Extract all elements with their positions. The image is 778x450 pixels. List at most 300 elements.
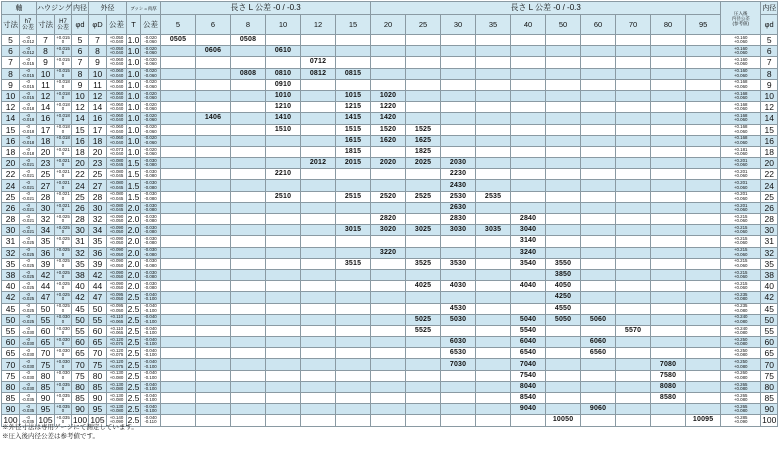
housing-tolerance-lower: 0 (61, 83, 65, 89)
length-header-right: 長さ L 公差 -0 / -0.3 (371, 2, 721, 15)
empty-cell (581, 247, 616, 258)
part-code-cell: 3515 (336, 258, 371, 269)
shaft-size: 85 (2, 393, 20, 404)
part-code-cell: 2830 (441, 214, 476, 225)
length-header-15: 15 (336, 15, 371, 35)
table-row (2, 258, 778, 269)
thickness: 1.5 (127, 180, 140, 191)
shaft-tolerance-lower: -0.015 (21, 61, 35, 67)
part-code-cell: 2430 (441, 180, 476, 191)
table-row (2, 191, 778, 202)
housing-tolerance-lower: 0 (61, 72, 65, 78)
empty-cell (546, 180, 581, 191)
housing-tolerance (55, 35, 72, 46)
empty-cell (231, 247, 266, 258)
inner-diameter-right: 85 (761, 393, 778, 404)
thickness: 2.0 (127, 258, 140, 269)
outer-diameter: 25 (89, 169, 107, 180)
T-tol-header: 公差 (141, 15, 161, 35)
outer-tolerance (107, 169, 127, 180)
housing-size: 25 (37, 169, 55, 180)
empty-cell (406, 393, 441, 404)
outer-tolerance (107, 325, 127, 336)
thickness-tolerance (141, 35, 161, 46)
part-code-cell: 7080 (651, 359, 686, 370)
empty-cell (231, 202, 266, 213)
empty-cell (231, 169, 266, 180)
empty-cell (196, 404, 231, 415)
housing-size: 60 (37, 325, 55, 336)
part-code-cell: 0508 (231, 35, 266, 46)
empty-cell (476, 348, 511, 359)
thickness-tolerance-upper: -0.030 (144, 191, 157, 197)
outer-tolerance-lower: +0.050 (109, 229, 124, 235)
empty-cell (651, 292, 686, 303)
empty-cell (476, 370, 511, 381)
outer-tolerance-upper: +0.050 (109, 34, 124, 40)
empty-cell (441, 247, 476, 258)
part-code-cell: 0810 (266, 68, 301, 79)
shaft-tolerance (20, 191, 37, 202)
housing-tolerance-upper: +0.015 (56, 68, 70, 74)
shaft-tolerance-upper: -0 (26, 57, 30, 63)
inner-diameter: 85 (72, 393, 89, 404)
outer-tolerance (107, 258, 127, 269)
empty-cell (686, 202, 721, 213)
phi-d-right-header: φd (761, 15, 778, 35)
shaft-size: 12 (2, 102, 20, 113)
outer-tolerance-lower: +0.080 (109, 385, 124, 391)
part-code-cell: 3850 (546, 269, 581, 280)
outer-tolerance-lower: +0.040 (109, 95, 124, 101)
after-press-fit-tolerance (721, 46, 761, 57)
thickness: 2.5 (127, 393, 140, 404)
empty-cell (231, 214, 266, 225)
thickness: 2.0 (127, 247, 140, 258)
shaft-size: 16 (2, 135, 20, 146)
after-press-fit-tolerance-lower: +0.080 (733, 341, 748, 347)
empty-cell (301, 46, 336, 57)
housing-tolerance-lower: 0 (61, 251, 65, 257)
shaft-tolerance-upper: -0 (26, 202, 30, 208)
thickness: 2.0 (127, 236, 140, 247)
housing-tolerance (55, 269, 72, 280)
outer-diameter: 85 (89, 381, 107, 392)
thickness-tolerance-upper: -0.040 (144, 314, 157, 320)
after-press-fit-tolerance-upper: +0.201 (733, 168, 748, 174)
part-code-cell: 3530 (441, 258, 476, 269)
outer-tolerance-upper: +0.060 (109, 135, 124, 141)
housing-tolerance (55, 337, 72, 348)
empty-cell (231, 292, 266, 303)
outer-tolerance (107, 102, 127, 113)
empty-cell (161, 202, 196, 213)
outer-tolerance-upper: +0.060 (109, 113, 124, 118)
after-press-fit-tolerance (721, 269, 761, 280)
outer-tolerance (107, 214, 127, 225)
after-press-fit-tolerance-upper: +0.201 (733, 157, 748, 163)
thickness-tolerance-lower: -0.080 (144, 229, 157, 235)
thickness-tolerance-upper: -0.020 (144, 45, 157, 51)
housing-size-header: 寸法 (37, 15, 55, 35)
part-code-cell: 1210 (266, 102, 301, 113)
empty-cell (686, 79, 721, 90)
thickness-tolerance (141, 158, 161, 169)
shaft-tolerance (20, 214, 37, 225)
empty-cell (161, 269, 196, 280)
housing-tolerance (55, 247, 72, 258)
after-press-fit-tolerance-lower: +0.080 (733, 374, 748, 380)
part-code-cell: 1615 (336, 135, 371, 146)
after-press-fit-tolerance (721, 393, 761, 404)
outer-diameter: 50 (89, 303, 107, 314)
housing-tolerance (55, 236, 72, 247)
shaft-tolerance-upper: -0 (26, 168, 30, 174)
after-press-fit-tolerance-upper: +0.265 (733, 381, 748, 387)
thickness: 1.5 (127, 158, 140, 169)
thickness-tolerance (141, 79, 161, 90)
empty-cell (336, 415, 371, 426)
empty-cell (301, 359, 336, 370)
inner-diameter-right: 65 (761, 348, 778, 359)
part-code-cell: 2210 (266, 169, 301, 180)
housing-tolerance-lower: 0 (61, 408, 65, 414)
outer-tolerance-lower: +0.050 (109, 274, 124, 280)
part-code-cell: 10050 (546, 415, 581, 426)
empty-cell (686, 269, 721, 280)
empty-cell (651, 415, 686, 426)
shaft-tolerance-upper: -0 (26, 280, 30, 286)
after-press-fit-tolerance (721, 135, 761, 146)
empty-cell (196, 135, 231, 146)
thickness-tolerance (141, 68, 161, 79)
after-press-fit-label-3: (参考値) (732, 20, 749, 26)
empty-cell (266, 146, 301, 157)
length-header-left: 長さ L 公差 -0 / -0.3 (161, 2, 371, 15)
empty-cell (266, 269, 301, 280)
shaft-size: 15 (2, 124, 20, 135)
empty-cell (686, 225, 721, 236)
empty-cell (476, 102, 511, 113)
empty-cell (406, 359, 441, 370)
T-header: T (127, 15, 141, 35)
shaft-tolerance (20, 325, 37, 336)
outer-diameter: 8 (89, 46, 107, 57)
housing-tolerance-upper: +0.018 (56, 79, 70, 85)
empty-cell (301, 348, 336, 359)
thickness-tolerance-upper: -0.030 (144, 258, 157, 264)
length-header-40: 40 (511, 15, 546, 35)
empty-cell (441, 90, 476, 101)
empty-cell (301, 269, 336, 280)
part-code-cell: 4025 (406, 281, 441, 292)
inner-diameter: 15 (72, 124, 89, 135)
empty-cell (231, 314, 266, 325)
after-press-fit-tolerance (721, 146, 761, 157)
outer-tolerance (107, 135, 127, 146)
empty-cell (161, 180, 196, 191)
housing-tolerance-lower: 0 (61, 106, 65, 112)
shaft-tolerance-lower: -0.035 (21, 419, 35, 425)
shaft-size: 6 (2, 46, 20, 57)
shaft-tolerance (20, 393, 37, 404)
empty-cell (546, 247, 581, 258)
empty-cell (581, 359, 616, 370)
empty-cell (301, 314, 336, 325)
shaft-tolerance (20, 90, 37, 101)
thickness: 1.0 (127, 68, 140, 79)
shaft-tolerance (20, 46, 37, 57)
housing-tolerance (55, 102, 72, 113)
thickness-tolerance-lower: -0.080 (144, 251, 157, 257)
empty-cell (616, 124, 651, 135)
housing-tolerance-upper: +0.025 (56, 258, 70, 264)
after-press-fit-tolerance-upper: +0.250 (733, 359, 748, 365)
inner-diameter-right: 6 (761, 46, 778, 57)
inner-diameter-right: 15 (761, 124, 778, 135)
thickness-tolerance-lower: -0.060 (144, 117, 157, 123)
housing-tolerance (55, 292, 72, 303)
empty-cell (371, 46, 406, 57)
empty-cell (301, 381, 336, 392)
shaft-tolerance-upper: -0 (26, 113, 30, 118)
shaft-tolerance-lower: -0.018 (21, 117, 35, 123)
empty-cell (231, 180, 266, 191)
shaft-tolerance-upper: -0 (26, 258, 30, 264)
shaft-tolerance-lower: -0.015 (21, 95, 35, 101)
empty-cell (651, 90, 686, 101)
outer-tolerance-lower: +0.050 (109, 262, 124, 268)
table-row (2, 214, 778, 225)
shaft-size: 28 (2, 214, 20, 225)
thickness-tolerance (141, 113, 161, 124)
thickness: 1.0 (127, 102, 140, 113)
empty-cell (476, 68, 511, 79)
empty-cell (476, 124, 511, 135)
housing-tolerance-lower: 0 (61, 173, 65, 179)
housing-size: 28 (37, 191, 55, 202)
inner-diameter-right: 28 (761, 214, 778, 225)
part-code-cell: 5025 (406, 314, 441, 325)
shaft-tolerance (20, 292, 37, 303)
after-press-fit-tolerance-lower: +0.080 (733, 329, 748, 335)
part-code-cell: 1020 (371, 90, 406, 101)
housing-size: 30 (37, 202, 55, 213)
outer-tolerance-upper: +0.090 (109, 269, 124, 275)
empty-cell (231, 236, 266, 247)
table-row (2, 393, 778, 404)
thickness: 2.0 (127, 214, 140, 225)
empty-cell (196, 169, 231, 180)
length-header-6: 6 (196, 15, 231, 35)
thickness: 2.5 (127, 337, 140, 348)
empty-cell (686, 236, 721, 247)
thickness-tolerance (141, 169, 161, 180)
shaft-tolerance-upper: -0 (26, 403, 30, 409)
outer-tolerance (107, 68, 127, 79)
empty-cell (406, 415, 441, 426)
empty-cell (161, 214, 196, 225)
thickness: 2.0 (127, 270, 140, 281)
thickness-tolerance-upper: -0.020 (144, 101, 157, 107)
empty-cell (511, 90, 546, 101)
empty-cell (546, 359, 581, 370)
outer-tolerance-lower: +0.040 (109, 72, 124, 78)
empty-cell (336, 169, 371, 180)
empty-cell (196, 325, 231, 336)
empty-cell (266, 337, 301, 348)
after-press-fit-tolerance (721, 158, 761, 169)
thickness-tolerance-upper: -0.040 (144, 292, 157, 297)
table-row (2, 35, 778, 46)
empty-cell (371, 57, 406, 68)
thickness-tolerance-upper: -0.030 (144, 180, 157, 186)
outer-tolerance-lower: +0.045 (109, 184, 124, 190)
empty-cell (161, 113, 196, 124)
part-code-cell: 3030 (441, 225, 476, 236)
empty-cell (231, 359, 266, 370)
empty-cell (476, 57, 511, 68)
empty-cell (686, 158, 721, 169)
empty-cell (651, 325, 686, 336)
table-row (2, 57, 778, 68)
empty-cell (546, 370, 581, 381)
thickness-tolerance-lower: -0.060 (144, 39, 157, 45)
empty-cell (651, 191, 686, 202)
part-code-cell: 0812 (301, 68, 336, 79)
empty-cell (476, 202, 511, 213)
empty-cell (161, 225, 196, 236)
after-press-fit-label-2: 内径公差 (731, 15, 750, 21)
inner-diameter-right: 31 (761, 236, 778, 247)
shaft-size: 10 (2, 90, 20, 101)
outer-tolerance-upper: +0.090 (109, 236, 124, 242)
housing-tolerance-lower: 0 (61, 229, 65, 235)
empty-cell (406, 79, 441, 90)
thickness-tolerance (141, 191, 161, 202)
empty-cell (266, 214, 301, 225)
shaft-tolerance (20, 202, 37, 213)
part-code-cell: 6030 (441, 337, 476, 348)
empty-cell (371, 269, 406, 280)
empty-cell (476, 393, 511, 404)
shaft-size-header: 寸法 (2, 15, 20, 35)
housing-tolerance (55, 191, 72, 202)
after-press-fit-tolerance-lower: +0.060 (733, 83, 748, 89)
empty-cell (686, 46, 721, 57)
empty-cell (406, 68, 441, 79)
after-press-fit-tolerance (721, 359, 761, 370)
after-press-fit-tolerance-upper: +0.160 (733, 57, 748, 63)
empty-cell (511, 102, 546, 113)
thickness-tolerance (141, 225, 161, 236)
thickness-tolerance-upper: -0.020 (144, 68, 157, 74)
after-press-fit-tolerance-lower: +0.060 (733, 150, 748, 156)
table-row (2, 303, 778, 314)
empty-cell (476, 292, 511, 303)
empty-cell (266, 225, 301, 236)
housing-tolerance (55, 303, 72, 314)
after-press-fit-tolerance-lower: +0.060 (733, 173, 748, 179)
empty-cell (616, 102, 651, 113)
inner-diameter-right: 90 (761, 404, 778, 415)
table-row (2, 337, 778, 348)
housing-tolerance (55, 57, 72, 68)
table-row (2, 325, 778, 336)
outer-tolerance-lower: +0.040 (109, 128, 124, 134)
empty-cell (301, 90, 336, 101)
part-code-cell: 1625 (406, 135, 441, 146)
empty-cell (546, 57, 581, 68)
shaft-tolerance-lower: -0.021 (21, 162, 35, 168)
thickness: 1.5 (127, 169, 140, 180)
empty-cell (616, 135, 651, 146)
outer-diameter: 105 (90, 415, 105, 426)
shaft-tolerance-lower: -0.030 (21, 363, 35, 369)
part-code-cell: 5540 (511, 325, 546, 336)
length-header-25: 25 (406, 15, 441, 35)
table-row (2, 359, 778, 370)
outer-tolerance (107, 35, 127, 46)
empty-cell (301, 225, 336, 236)
table-row (2, 68, 778, 79)
empty-cell (651, 236, 686, 247)
inner-diameter: 12 (72, 102, 89, 113)
empty-cell (651, 258, 686, 269)
outer-tolerance (107, 381, 127, 392)
length-header-60: 60 (581, 15, 616, 35)
thickness-tolerance (141, 214, 161, 225)
outer-diameter: 47 (89, 292, 107, 303)
part-code-cell: 0808 (231, 68, 266, 79)
empty-cell (196, 79, 231, 90)
part-code-cell: 6040 (511, 337, 546, 348)
after-press-fit-tolerance-lower: +0.080 (733, 397, 748, 403)
outer-tolerance-upper: +0.073 (109, 146, 124, 152)
empty-cell (651, 214, 686, 225)
shaft-size: 100 (3, 415, 18, 426)
empty-cell (301, 415, 336, 426)
shaft-tolerance-upper: -0 (26, 124, 30, 130)
shaft-tolerance-upper: -0 (26, 213, 30, 219)
housing-tolerance (55, 258, 72, 269)
after-press-fit-tolerance-lower: +0.060 (733, 50, 748, 56)
empty-cell (406, 292, 441, 303)
after-press-fit-tolerance-lower: +0.080 (733, 385, 748, 391)
shaft-size: 80 (2, 381, 20, 392)
part-code-cell: 0610 (266, 46, 301, 57)
empty-cell (301, 337, 336, 348)
empty-cell (651, 57, 686, 68)
empty-cell (686, 191, 721, 202)
inner-diameter-right: 7 (761, 57, 778, 68)
shaft-tolerance-lower: -0.025 (21, 307, 35, 313)
thickness-tolerance-upper: -0.030 (144, 269, 157, 275)
shaft-tolerance (20, 247, 37, 258)
thickness-tolerance (141, 57, 161, 68)
empty-cell (231, 269, 266, 280)
thickness: 2.5 (127, 292, 140, 303)
length-header-12: 12 (301, 15, 336, 35)
part-code-cell: 2840 (511, 214, 546, 225)
empty-cell (336, 381, 371, 392)
after-press-fit-tolerance (721, 415, 761, 426)
thickness-tolerance-upper: -0.020 (144, 79, 157, 85)
after-press-fit-tolerance-upper: +0.201 (733, 191, 748, 197)
outer-diameter: 28 (89, 191, 107, 202)
housing-tolerance-lower: 0 (61, 117, 65, 123)
housing-tolerance-upper: +0.021 (56, 168, 70, 174)
